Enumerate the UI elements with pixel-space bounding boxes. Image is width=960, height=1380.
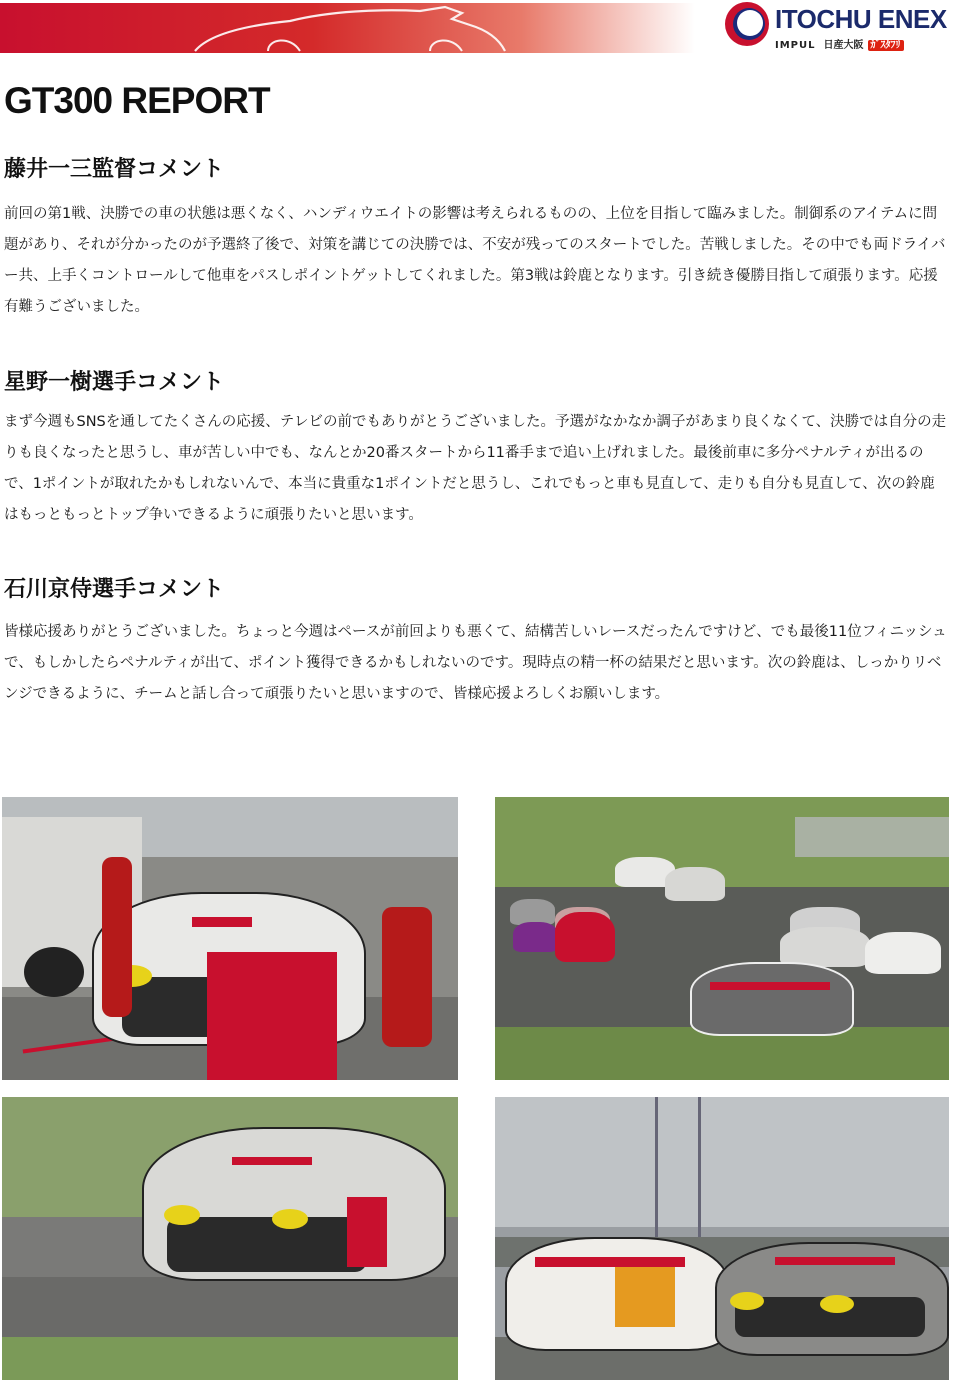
logo-sub-nissan: 日産大阪 xyxy=(823,40,864,51)
logo-sub-impul: IMPUL xyxy=(775,40,816,51)
car-outline-graphic xyxy=(0,3,695,53)
section-body-manager: 前回の第1戦、決勝での車の状態は悪くなく、ハンディウエイトの影響は考えられるものの、上位を目指して臨みました。制御系のアイテムに問題があり、それが分かったのが予選終了後で、対策を講じての決勝では、不安が残ってのスタートでした。苦戦しました。その中でも両ドライバー共、上手くコントロールして他車をパスしポイントゲットしてくれました。第3戦は鈴鹿となります。引き続き優勝目指して頑張ります。応援有難うございました。 xyxy=(4,206,946,315)
logo-sub xyxy=(775,36,904,51)
enex-emblem-icon xyxy=(725,2,769,46)
race-pack-photo xyxy=(495,797,949,1080)
red-car-banner xyxy=(0,3,695,53)
section-body-hoshino: まず今週もSNSを通してたくさんの応援、テレビの前でもありがとうございました。予選がなかなか調子があまり良くなくて、決勝では自分の走りも良くなったと思うし、車が苦しい中でも、なんとか20番スタートから11番手まで追い上げれました。最後前車に多分ペナルティが出るので、1ポイントが取れたかもしれないんで、本当に貴重な1ポイントだと思うし、これでもっと車も見直して、走りも自分も見直して、次の鈴鹿はもっともっとトップ争いできるように頑張りたいと思います。 xyxy=(4,414,947,523)
logo-name: ITOCHU ENEX xyxy=(775,4,947,34)
pit-stop-photo xyxy=(2,797,458,1080)
page-title: GT300 REPORT xyxy=(4,80,270,121)
logo-sub-badge: ｶﾞｽﾀﾌﾘ xyxy=(868,40,904,51)
section-heading-hoshino: 星野一樹選手コメント xyxy=(4,370,225,395)
section-body-ishikawa: 皆様応援ありがとうございました。ちょっと今週はペースが前回よりも悪くて、結構苦しいレースだったんですけど、でも最後11位フィニッシュで、もしかしたらペナルティが出て、ポイント獲得できるかもしれないのです。現時点の精一杯の結果だと思います。次の鈴鹿は、しっかりリベンジできるように、チームと話し合って頑張りたいと思いますので、皆様応援よろしくお願いします。 xyxy=(4,624,947,702)
section-heading-ishikawa: 石川京侍選手コメント xyxy=(4,577,225,602)
car-cornering-photo xyxy=(2,1097,458,1380)
itochu-enex-logo xyxy=(725,2,955,62)
page-header xyxy=(0,0,960,64)
battle-photo xyxy=(495,1097,949,1380)
section-heading-manager: 藤井一三監督コメント xyxy=(4,157,225,182)
